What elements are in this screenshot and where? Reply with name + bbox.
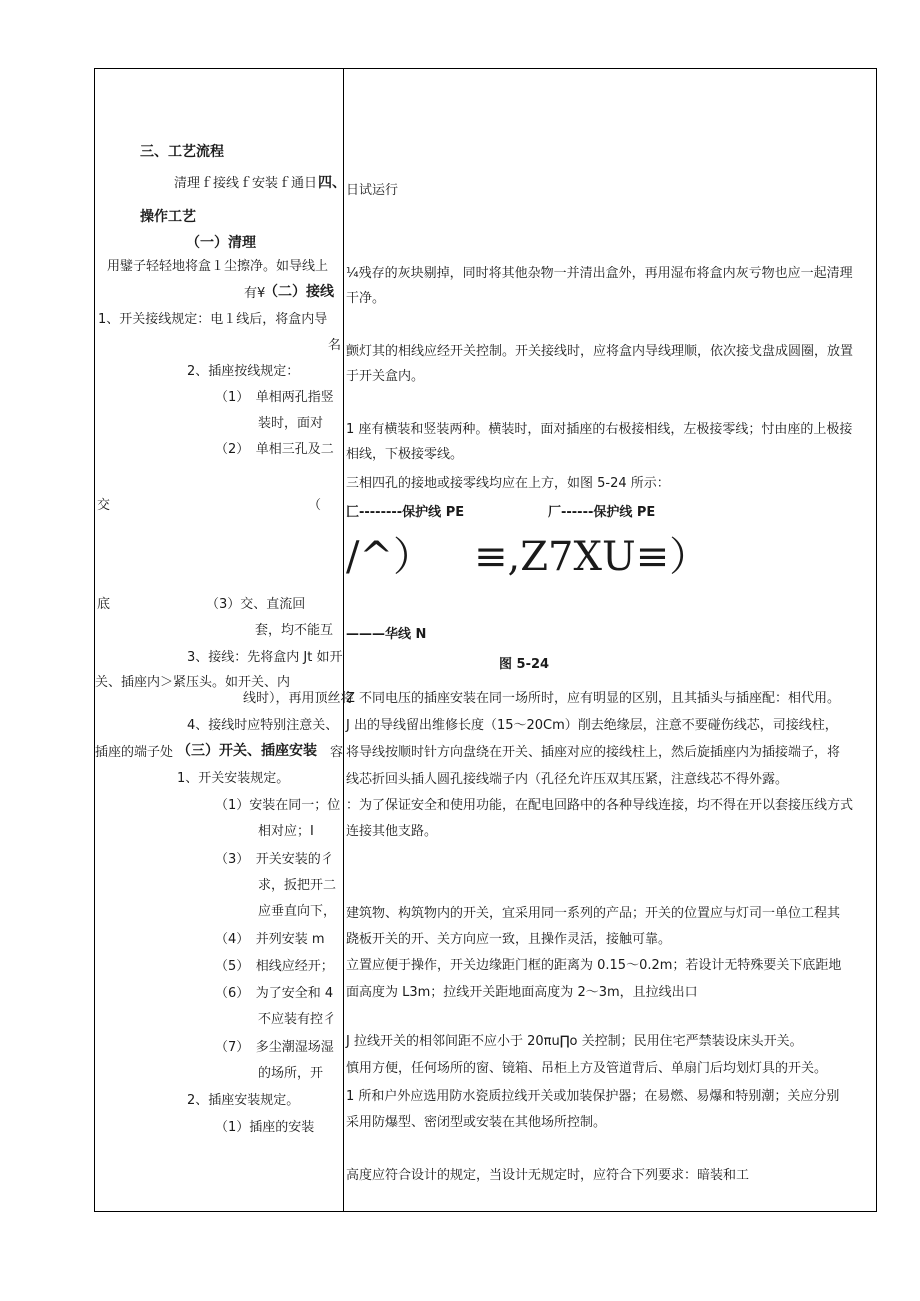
socket-rule-2b: 交 xyxy=(97,498,111,513)
switch-wiring-rule-2: 名 xyxy=(328,338,342,353)
socket-height-note: 高度应符合设计的规定，当设计无规定时，应符合下列要求：暗装和工 xyxy=(346,1168,750,1183)
socket-wiring-detail: 1 座有横装和竖装两种。横装时，面对插座的右极接相线，左极接零线；忖由座的上极接 xyxy=(346,422,853,437)
switch-rule-3c: 应垂直向下， xyxy=(258,904,337,919)
switch-wiring-detail: 颤灯其的相线应经开关控制。开关接线时，应将盒内导线理顺，依次接戈盘成圆圈，放置 xyxy=(346,344,854,359)
waterproof-note-2: 采用防爆型、密闭型或安装在其他场所控制。 xyxy=(346,1115,607,1130)
socket-rule-1: （1） 单相两孔指竖 xyxy=(215,390,334,405)
section-heading-operation: 操作工艺 xyxy=(140,209,196,225)
switch-install-rule: 1、开关安装规定。 xyxy=(177,771,290,786)
pe-label-right: 厂------保护线 PE xyxy=(548,505,656,520)
socket-rule-2: （2） 单相三孔及二 xyxy=(215,442,334,457)
cleaning-text-2: 有¥ xyxy=(244,286,266,301)
wire-length-note: J 出的导线留出维修长度（15～20Cm）削去绝缘层，注意不要碰伤线芯，司接线柱， xyxy=(346,718,838,733)
socket-wiring-detail-2: 相线，下极接零线。 xyxy=(346,447,464,462)
switch-rule-4: （4） 并列安装 m xyxy=(215,932,325,947)
cleaning-text: 用鐾子轻轻地将盒１尘擦净。如导线上 xyxy=(107,259,329,274)
switch-rule-6: （6） 为了安全和 4 xyxy=(215,986,334,1001)
socket-wiring-rule: 2、插座按线规定： xyxy=(187,364,300,379)
wiring-step-3c: 线时），再用顶丝将 xyxy=(243,691,354,706)
switch-position-note: 立置应便于操作，开关边缘距门框的距离为 0.15～0.2m；若设计无特殊要关下底距地 xyxy=(346,958,842,973)
wiring-step-4: 4、接线时应特别注意关、 xyxy=(187,718,339,733)
figure-caption: 图 5-24 xyxy=(499,657,550,672)
switch-rule-7: （7） 多尘潮湿场湿 xyxy=(215,1040,334,1055)
wiring-step-4c: 容 xyxy=(330,745,344,760)
subheading-installation: （三）开关、插座安装 xyxy=(177,743,317,759)
switch-rule-3b: 求，扳把开二 xyxy=(258,878,337,893)
subheading-cleaning: （一）清理 xyxy=(186,235,256,251)
cleaning-detail: ¼残存的灰块剔掉，同时将其他杂物一并清出盒外，再用湿布将盒内灰亏物也应一起清理 xyxy=(346,266,853,281)
cleaning-detail-2: 干净。 xyxy=(346,291,386,306)
socket-install-rule: 2、插座安装规定。 xyxy=(187,1093,300,1108)
trial-run-text: 日试运行 xyxy=(346,183,399,198)
switch-wiring-rule: 1、开关接线规定：电１线后，将盒内导 xyxy=(98,312,328,327)
socket-symbol-right: ≡,Z7XU≡） xyxy=(474,534,710,580)
socket-rule-3a: 底 xyxy=(97,597,111,612)
switch-series-note-2: 跷板开关的开、关方向应一致，且操作灵活，接触可靠。 xyxy=(346,932,672,947)
switch-rule-7b: 的场所，开 xyxy=(258,1066,324,1081)
socket-rule-3: （3）交、直流回 xyxy=(206,597,306,612)
socket-rule-3b: 套，均不能互 xyxy=(255,623,334,638)
switch-series-note: 建筑物、构筑物内的开关，宜采用同一系列的产品；开关的位置应与灯司一单位工程其 xyxy=(346,906,841,921)
switch-rule-1: （1）安装在同一；位 xyxy=(215,798,341,813)
pull-switch-spacing-note: J 拉线开关的相邻间距不应小于 20πu∏o 关控制；民用住宅严禁装设床头开关。 xyxy=(346,1034,803,1049)
three-phase-note: 三相四孔的接地或接零线均应在上方，如图 5-24 所示： xyxy=(346,476,670,491)
switch-rule-3: （3） 开关安装的彳 xyxy=(215,852,334,867)
switch-rule-1b: 相对应；I xyxy=(258,824,314,839)
subheading-wiring: （二）接线 xyxy=(264,284,334,300)
wire-length-note-3: 线芯折回头插人圆孔接线端子内（孔径允许压双其压紧，注意线芯不得外露。 xyxy=(346,772,789,787)
voltage-note: Z 不同电压的插座安装在同一场所时，应有明显的区别，且其插头与插座配：相代用。 xyxy=(346,691,841,706)
switch-rule-6b: 不应装有控彳 xyxy=(258,1012,337,1027)
socket-rule-2c: （ xyxy=(308,498,322,513)
neutral-line-label: ———华线 N xyxy=(346,627,427,642)
section-heading-process: 三、工艺流程 xyxy=(140,144,224,160)
waterproof-note: 1 所和户外应选用防水瓷质拉线开关或加装保护器；在易燃、易爆和特别潮；关应分别 xyxy=(346,1089,840,1104)
safety-note: ：为了保证安全和使用功能，在配电回路中的各种导线连接，均不得在开以套接压线方式 xyxy=(346,798,854,813)
process-flow-text: 清理ｆ接线ｆ安装ｆ通日 xyxy=(174,176,318,191)
column-divider xyxy=(343,68,344,1212)
switch-position-note-2: 面高度为 L3m；拉线开关距地面高度为 2～3m，且拉线出口 xyxy=(346,985,698,1000)
wiring-step-3b: 关、插座内＞紧压头。如开关、内 xyxy=(95,675,291,690)
socket-rule-1b: 装时，面对 xyxy=(258,416,324,431)
pe-label-left: 匚--------保护线 PE xyxy=(346,505,465,520)
socket-install-rule-1: （1）插座的安装 xyxy=(215,1120,315,1135)
wiring-step-4b: 插座的端子处 xyxy=(95,745,174,760)
switch-rule-5: （5） 相线应经开； xyxy=(215,959,334,974)
wiring-step-3: 3、接线：先将盒内 Jt 如开 xyxy=(187,650,343,665)
placement-note: 慎用方便，任何场所的窗、镜箱、吊柜上方及管道背后、单扇门后均划灯具的开关。 xyxy=(346,1061,828,1076)
wire-length-note-2: 将导线按顺时针方向盘绕在开关、插座对应的接线柱上，然后旋插座内为插接端子，将 xyxy=(346,745,841,760)
switch-wiring-detail-2: 于开关盒内。 xyxy=(346,369,425,384)
socket-symbol-left: /^） xyxy=(346,534,433,580)
safety-note-2: 连接其他支路。 xyxy=(346,824,438,839)
section-heading-four: 四、 xyxy=(318,175,346,191)
